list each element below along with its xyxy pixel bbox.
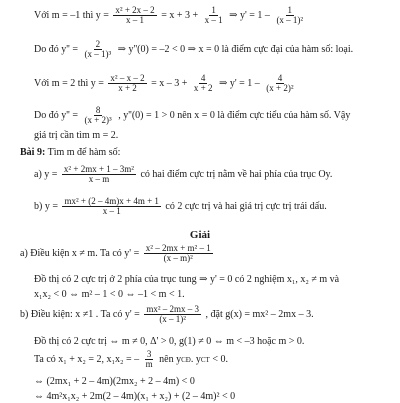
fraction (82, 40, 113, 60)
denominator: x + 2 (193, 83, 213, 94)
denominator: x – 1 (126, 15, 145, 26)
text: a) Điều kiện x ≠ m. Ta có y' = (20, 247, 142, 259)
text: ⇒ y''(0) = –2 < 0 ⇒ x = 0 là điểm cực đại của hàm số: loại. (115, 43, 354, 55)
text: ⇒ y' = 1 – (216, 77, 263, 89)
text: Do đó y'' = (34, 43, 81, 55)
numerator: x² + 2x – 2 (115, 5, 155, 15)
fraction (192, 74, 215, 94)
solution-heading: Giải (189, 229, 211, 241)
numerator: 3 (146, 349, 152, 359)
subscript: CT (200, 355, 210, 364)
case-m-neg1-function (34, 6, 396, 26)
fraction (113, 6, 156, 26)
denominator: x – 1 (204, 15, 223, 26)
numerator: 1 (211, 5, 216, 15)
text: a) y = (34, 168, 60, 180)
exercise-9b (34, 197, 396, 217)
text: ⇒ y' = 1 – (226, 9, 273, 21)
fraction (144, 350, 155, 370)
solution-b-condition (34, 336, 396, 348)
text: = x + 3 + (158, 9, 201, 21)
conclusion-line (34, 130, 396, 142)
fraction (62, 197, 160, 217)
case-m-2-second-derivative (34, 106, 396, 126)
fraction (144, 305, 201, 325)
denominator: (x + 2)² (266, 83, 294, 94)
text: Ta có x₁ + x₂ = 2, x₁x₂ = – (34, 353, 142, 365)
text: Với m = –1 thì y = (34, 9, 112, 21)
subscript: CĐ (181, 355, 191, 364)
solution-a-derivative (20, 244, 396, 264)
denominator: m (145, 359, 153, 370)
exercise-9a (34, 165, 396, 185)
fraction (108, 74, 146, 94)
numerator: x² – x – 2 (110, 73, 145, 83)
text: = x – 3 + (148, 77, 190, 89)
exercise-9-heading (20, 147, 396, 159)
case-m-2-function (34, 74, 396, 94)
numerator: x² + 2mx + 1 – 3m² (63, 164, 134, 174)
denominator: (x + 2)³ (84, 115, 112, 126)
denominator: (x – 1)³ (84, 49, 112, 60)
numerator: mx² – 2mx – 3 (146, 304, 200, 314)
text: b) y = (34, 200, 61, 212)
numerator: 4 (277, 73, 283, 83)
text: ⇔ (2mx₁ + 2 – 4m)(2mx₂ + 2 – 4m) < 0 (34, 376, 195, 387)
solution-b-derivative (20, 305, 396, 325)
text: . y (190, 353, 201, 365)
text: < 0. (209, 353, 228, 365)
text: nên y (156, 353, 182, 365)
fraction (274, 6, 305, 26)
solution-a-result (34, 289, 396, 301)
numerator: 1 (287, 5, 293, 15)
fraction (144, 244, 213, 264)
text: b) Điều kiện: x ≠1 . Ta có y' = (20, 308, 143, 320)
denominator: (x – 1)² (276, 15, 304, 26)
exercise-label: Bài 9: (20, 147, 46, 158)
numerator: x² – 2mx + m² – 1 (145, 243, 211, 253)
case-m-neg1-second-derivative (34, 40, 396, 60)
text: , đặt g(x) = mx² – 2mx – 3. (203, 308, 314, 320)
solution-a-condition (34, 274, 396, 286)
denominator: x – m (88, 174, 110, 185)
fraction (82, 106, 113, 126)
solution-b-step1 (34, 376, 396, 388)
text: Với m = 2 thì y = (34, 77, 107, 89)
denominator: x – 1 (102, 206, 121, 217)
numerator: mx² + (2 – 4m)x + 4m + 1 (64, 196, 159, 206)
text: Do đó y'' = (34, 109, 81, 121)
text: Tìm m để hàm số: (45, 147, 121, 158)
text: Đồ thị có 2 cực trị ⇔ m ≠ 0, Δ' > 0, g(1) ≠ 0 ⇔ m < –3 hoặc m > 0. (34, 336, 305, 347)
numerator: 4 (200, 73, 206, 83)
solution-b-vieta (34, 350, 396, 370)
fraction (62, 165, 136, 185)
text: x₁x₂ < 0 ⇔ m² – 1 < 0 ⇔ –1 < m < 1. (34, 289, 185, 300)
text: giá trị cần tìm m = 2. (34, 130, 119, 141)
denominator: (x – m)² (163, 253, 193, 264)
text: Đồ thị có 2 cực trị ở 2 phía của trục tung ⇒ y' = 0 có 2 nghiệm x₁, x₂ ≠ m và (34, 274, 340, 285)
numerator: 2 (95, 39, 101, 49)
text: ⇔ 4m²x₁x₂ + 2m(2 – 4m)(x₁ + x₂) + (2 – 4m)² < 0 (34, 391, 236, 402)
text: có hai điểm cực trị nằm về hai phía của trục Oy. (137, 168, 333, 180)
text: , y''(0) = 1 > 0 nên x = 0 là điểm cực tiểu của hàm số. Vậy (115, 109, 351, 121)
fraction (203, 6, 225, 26)
text: có 2 cực trị và hai giá trị cực trị trái dấu. (162, 200, 327, 212)
denominator: x + 2 (118, 83, 137, 94)
denominator: (x – 1)² (159, 314, 187, 325)
fraction (264, 74, 295, 94)
numerator: 8 (95, 105, 101, 115)
solution-b-step2 (34, 391, 396, 403)
